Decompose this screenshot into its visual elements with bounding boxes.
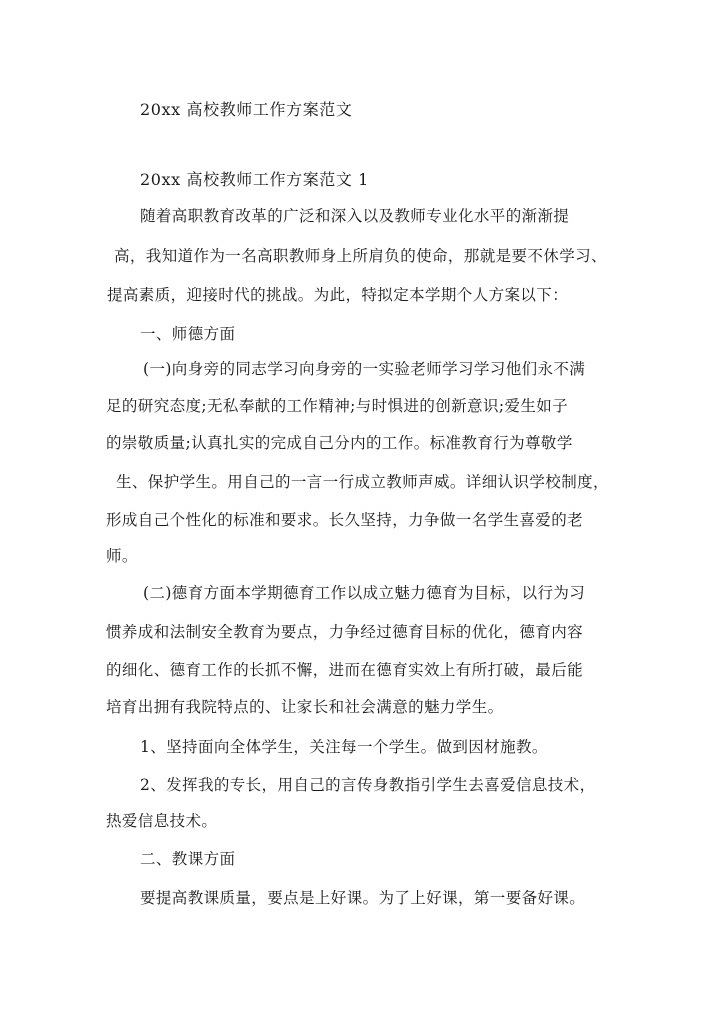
paragraph-line: 提高素质，迎接时代的挑战。为此，特拟定本学期个人方案以下： [107, 286, 569, 304]
paragraph-line: 要提高教课质量，要点是上好课。为了上好课，第一要备好课。 [140, 889, 586, 907]
paragraph-line: (二)德育方面本学期德育工作以成立魅力德育为目标，以行为习 [143, 584, 586, 602]
paragraph-line: 形成自己个性化的标准和要求。长久坚持，力争做一名学生喜爱的老 [106, 511, 584, 529]
list-item: 2、发挥我的专长，用自己的言传身教指引学生去喜爱信息技术， [140, 776, 596, 794]
section-heading: 二、教课方面 [140, 850, 236, 868]
paragraph-line: 的细化、德育工作的长抓不懈，进而在德育实效上有所打破，最后能 [106, 661, 584, 679]
paragraph-line: 的崇敬质量;认真扎实的完成自己分内的工作。标准教育行为尊敬学 [106, 434, 573, 452]
paragraph-line: 惯养成和法制安全教育为要点，力争经过德育目标的优化，德育内容 [106, 623, 584, 641]
paragraph-line: 师。 [106, 547, 138, 565]
section-subtitle: 20xx 高校教师工作方案范文 1 [140, 170, 369, 189]
paragraph-line: 高，我知道作为一名高职教师身上所肩负的使命，那就是要不休学习、 [114, 247, 607, 265]
paragraph-line: 培育出拥有我院特点的、让家长和社会满意的魅力学生。 [106, 698, 504, 716]
paragraph-line: (一)向身旁的同志学习向身旁的一实验老师学习学习他们永不满 [143, 360, 586, 378]
section-heading: 一、师德方面 [140, 325, 236, 343]
paragraph-line: 生、保护学生。用自己的一言一行成立教师声威。详细认识学校制度， [116, 473, 609, 491]
paragraph-line: 足的研究态度;无私奉献的工作精神;与时惧进的创新意识;爱生如子 [106, 397, 569, 415]
list-item: 1、坚持面向全体学生，关注每一个学生。做到因材施教。 [140, 738, 548, 756]
paragraph-line: 随着高职教育改革的广泛和深入以及教师专业化水平的渐渐提 [140, 207, 570, 225]
paragraph-line: 热爱信息技术。 [106, 812, 218, 830]
document-title: 20xx 高校教师工作方案范文 [140, 100, 353, 119]
